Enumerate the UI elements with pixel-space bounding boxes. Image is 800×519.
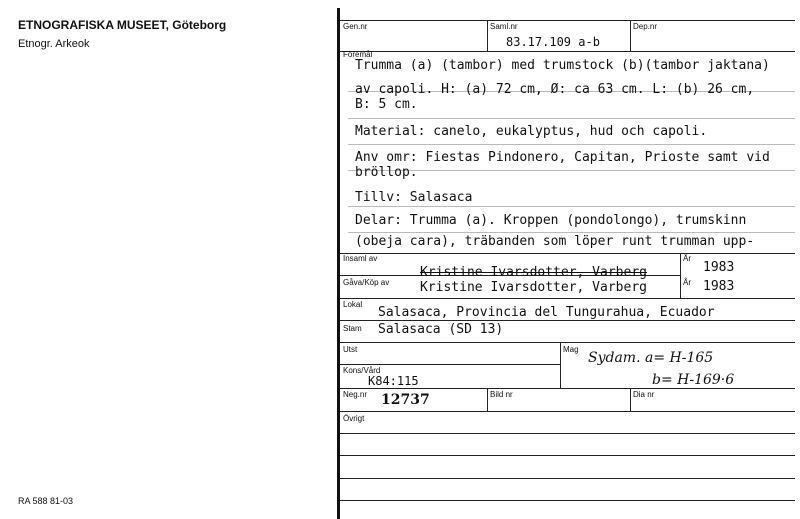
museum-name: ETNOGRAFISKA MUSEET, Göteborg <box>18 18 227 32</box>
foremal-label: Föremål <box>343 50 373 59</box>
bild-nr-label: Bild nr <box>490 390 513 399</box>
insaml-year: 1983 <box>703 260 735 275</box>
anv-omr-line-2: bröllop. <box>355 165 418 180</box>
kons-value: K84:115 <box>368 374 419 388</box>
neg-nr-label: Neg.nr <box>343 390 368 399</box>
ar-label-1: År <box>683 254 691 263</box>
form-code: RA 588 81-03 <box>18 496 74 506</box>
tillv-line: Tillv: Salasaca <box>355 190 473 205</box>
description-line-2: av capoli. H: (a) 72 cm, Ø: ca 63 cm. L: (b) 26 cm, <box>355 82 755 97</box>
card-left-border <box>337 8 340 519</box>
stam-label: Stam <box>343 324 362 333</box>
gava-year: 1983 <box>703 279 735 294</box>
lokal-value: Salasaca, Provincia del Tungurahua, Ecuador <box>378 305 715 320</box>
insaml-av-label: Insaml av <box>343 254 378 263</box>
neg-nr-value: 12737 <box>381 392 430 408</box>
description-line-1: Trumma (a) (tambor) med trumstock (b)(tambor jaktana) <box>355 58 770 73</box>
kons-vard-label: Kons/Vård <box>343 366 381 375</box>
saml-nr-label: Saml.nr <box>490 22 518 31</box>
gen-nr-label: Gen.nr <box>343 22 368 31</box>
dia-nr-label: Dia nr <box>633 390 655 399</box>
delar-line-2: (obeja cara), träbanden som löper runt trumman upp- <box>355 234 755 249</box>
saml-nr-value: 83.17.109 a-b <box>506 35 600 49</box>
gava-kop-label: Gåva/Köp av <box>343 278 390 287</box>
material-line: Material: canelo, eukalyptus, hud och capoli. <box>355 124 708 139</box>
ar-label-2: År <box>683 278 691 287</box>
ovrigt-label: Övrigt <box>343 414 365 423</box>
insaml-av-value: Kristine Ivarsdotter, Varberg <box>420 265 647 280</box>
mag-value-a: Sydam. a= H-165 <box>588 350 714 366</box>
department-name: Etnogr. Arkeok <box>18 38 90 50</box>
mag-label: Mag <box>563 345 579 354</box>
delar-line-1: Delar: Trumma (a). Kroppen (pondolongo), trumskinn <box>355 213 747 228</box>
stam-value: Salasaca (SD 13) <box>378 322 504 337</box>
anv-omr-line-1: Anv omr: Fiestas Pindonero, Capitan, Prioste samt vid <box>355 150 770 165</box>
description-line-3: B: 5 cm. <box>355 97 418 112</box>
utst-label: Utst <box>343 345 358 354</box>
mag-value-b: b= H-169·6 <box>652 372 735 388</box>
gava-value: Kristine Ivarsdotter, Varberg <box>420 280 647 295</box>
lokal-label: Lokal <box>343 300 363 309</box>
dep-nr-label: Dep.nr <box>633 22 658 31</box>
